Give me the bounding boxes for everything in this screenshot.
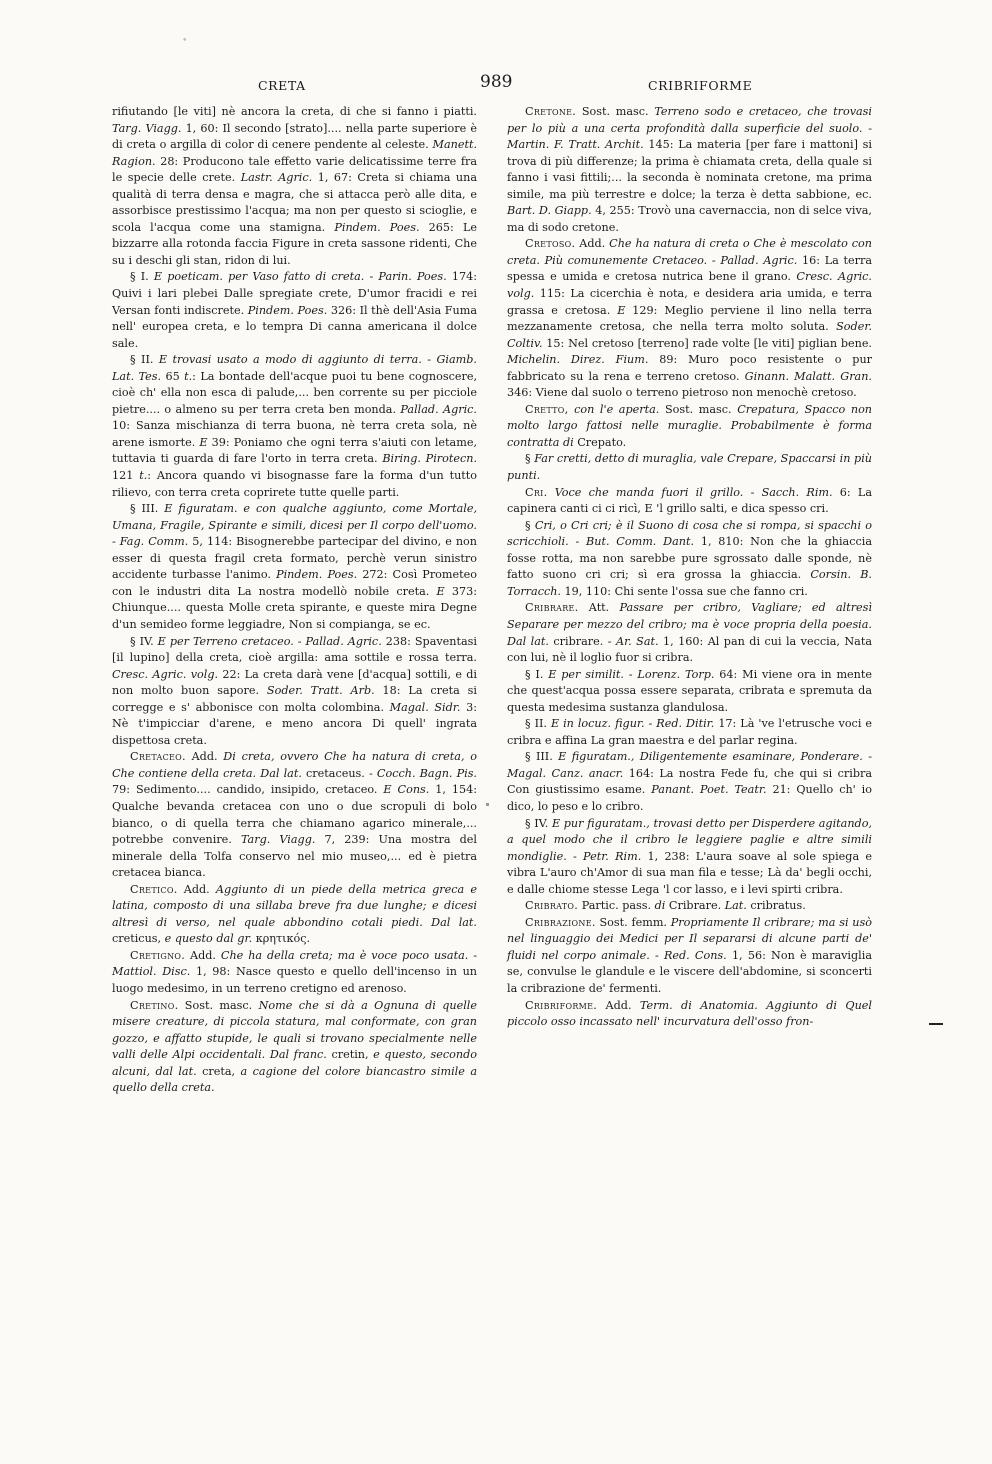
entry-text-run: Add. <box>177 882 216 896</box>
entry-text-run: Bart. D. Giapp. <box>507 204 592 218</box>
entry-text-run: Cretigno. <box>130 948 186 962</box>
entry-text-run: Crepato. <box>573 435 627 449</box>
dictionary-entry-paragraph <box>112 948 477 998</box>
entry-text-run: κρητικός. <box>252 932 311 946</box>
entry-text-run: t. <box>139 469 148 483</box>
entry-text-run: Cribrazione. <box>525 915 596 929</box>
entry-text-run: Cribrare. <box>665 899 725 913</box>
entry-text-run: 16: La terra spessa e umida e cretosa nutrica bene il grano. <box>507 253 872 284</box>
entry-text-run: Magal. Sidr. <box>389 700 461 714</box>
page-header <box>108 72 884 96</box>
entry-text-run: 1, 67: Creta si chiama una qualità di terra densa e magra, che si attacca però alle dita, e assorbisce prestissimo l'acqua; ma non per questo si scioglie, e scola l'acqua come una stamigna. <box>112 171 478 234</box>
entry-text-run: Panant. Poet. Teatr. <box>651 783 767 797</box>
dictionary-entry-paragraph <box>507 402 872 452</box>
entry-text-run: 19, 110: Chi sente l'ossa sue che fanno cri. <box>561 584 808 598</box>
entry-text-run: 79: Sedimento.... candido, insipido, cretaceo. <box>112 783 384 797</box>
entry-text-run: § <box>525 518 535 532</box>
dictionary-entry-paragraph <box>507 898 872 915</box>
entry-text-run: cribrare. - <box>548 634 616 648</box>
dictionary-entry-paragraph <box>507 451 872 484</box>
entry-text-run: Che ha natura di creta o Che è mescolato con creta. Più comunemente Cretaceo. - Pallad. Agric. <box>507 237 872 267</box>
entry-text-run: § I. <box>525 667 549 681</box>
entry-text-run: 4, 255: Trovò una cavernaccia, non di selce viva, ma di sodo cretone. <box>507 204 872 234</box>
entry-text-run: Add. <box>597 998 640 1012</box>
entry-text-run: 164: La nostra Fede fu, che qui si cribra Con giustissimo esame. <box>507 766 872 797</box>
entry-text-run: § III. <box>130 502 165 516</box>
entry-text-run: Cretaceo. <box>130 750 186 764</box>
entry-text-run: cretin, <box>326 1048 374 1062</box>
entry-text-run: rifiutando [le viti] nè ancora la creta, di che si fanno i piatti. <box>112 105 477 118</box>
entry-text-run: E pur figuratam., trovasi detto per Disperdere agitando, a quel modo che il cribro le leggiere paglie e altre simili mondiglie. - Petr. Rim. <box>507 816 872 863</box>
entry-text-run: E <box>199 435 208 449</box>
entry-text-run: Cri. <box>525 485 548 499</box>
dictionary-entry-paragraph <box>112 501 477 633</box>
entry-text-run: Cresc. Agric. volg. <box>112 667 219 681</box>
entry-text-run: Manett. Ragion. <box>112 138 477 168</box>
entry-text-run: 1, 810: Non che la ghiaccia fosse rotta, ma non sarebbe pure sgrossato dalle sponde, nè fatto suono cri cri; sì era grossa la ghiaccia. <box>507 535 872 582</box>
entry-text-run: Ar. Sat. <box>615 634 659 648</box>
entry-text-run: 17: Là 've l'etrusche voci e cribra e affina La gran maestra e del parlar regina. <box>507 717 872 747</box>
entry-text-run: 64: Mi viene ora in mente che quest'acqua possa essere separata, cribrata e spremuta da questa medesima sustanza glandulosa. <box>507 667 873 714</box>
entry-text-run: 7, 239: Una mostra del minerale della Tolfa conservo nel mio museo,... ed è pietra cretacea bianca. <box>112 833 477 880</box>
right-column <box>507 104 872 1031</box>
entry-text-run: 65 <box>161 369 185 383</box>
entry-text-run: E poeticam. per Vaso fatto di creta. - Parin. Poes. <box>153 270 447 284</box>
dictionary-entry-paragraph <box>112 352 477 501</box>
entry-text-run: Soder. Tratt. Arb. <box>266 684 375 698</box>
dictionary-entry-paragraph <box>507 485 872 518</box>
entry-text-run: Pindem. Poes. <box>334 220 420 234</box>
header-left-keyword: CRETA <box>258 78 306 93</box>
dictionary-entry-paragraph <box>112 998 477 1097</box>
entry-text-run: 129: Meglio perviene il lino nella terra mezzanamente cretosa, che nella terra molto soluta. <box>507 303 872 334</box>
entry-text-run: Sost. femm. <box>595 915 671 929</box>
entry-text-run: Sost. masc. <box>178 998 259 1012</box>
entry-text-run: 145: La materia [per fare i mattoni] si trova di più differenze; la prima è chiamata creta, della quale si fanno i vasi fittili;... la seconda è nominata cretone, ma prima simile, ma più terrestre e dolce; la terza è detta sabbione, ec. <box>507 138 872 201</box>
entry-text-run: 89: Muro poco resistente o pur fabbricato su la rena e terreno cretoso. <box>507 353 872 383</box>
entry-text-run: 346: Viene dal suolo o terreno pietroso non menochè cretoso. <box>507 386 857 400</box>
dictionary-entry-paragraph <box>507 998 872 1031</box>
dictionary-entry-paragraph <box>507 915 872 998</box>
entry-text-run: § II. <box>525 717 551 731</box>
entry-text-run: Add. <box>575 237 610 251</box>
entry-text-run: 1, 60: Il secondo [strato].... nella parte superiore è di creta o argilla di color di cenere pendente al celeste. <box>112 121 477 152</box>
entry-text-run: E per similit. - Lorenz. Torp. <box>548 667 715 681</box>
entry-text-run: 6: La capinera canti ci ci ricì, E 'l grillo salti, e dica spesso cri. <box>507 485 872 516</box>
entry-text-run: cretaceus. - <box>301 766 377 780</box>
entry-text-run: 272: Così Prometeo con le industri dita La nostra modellò nobile creta. <box>112 568 477 598</box>
entry-text-run: E figuratam. e con qualche aggiunto, come Mortale, Umana, Fragile, Spirante e simili, dicesi per Il corpo dell'uomo. - Fag. Comm. <box>112 502 477 549</box>
entry-text-run: § I. <box>130 270 154 284</box>
entry-text-run: Pindem. Poes. <box>276 568 358 582</box>
entry-text-run: 18: La creta si corregge e s' abbonisce con molta colombina. <box>112 684 477 714</box>
entry-text-run: Aggiunto di un piede della metrica greca e latina, composto di una sillaba breve fra due lunghe; e dicesi altresì di verso, nel quale abbondino cotali piedi. Dal lat. <box>112 882 477 929</box>
entry-text-run: 1, 154: Qualche bevanda cretacea con uno o due scropuli di bolo bianco, o di quella terra che chiamano agarico minerale,... potrebbe convenire. <box>112 783 477 847</box>
entry-text-run: Add. <box>185 750 224 764</box>
entry-text-run: 265: Le bizzarre alla rotonda faccia Figure in creta sassone ridenti, Che su i deschi gli stan, ridon di lui. <box>112 220 477 267</box>
entry-text-run: E <box>436 584 445 598</box>
entry-text-run: 10: Sanza mischianza di terra buona, nè terra creta sola, nè arene ismorte. <box>112 419 477 449</box>
dictionary-entry-paragraph <box>112 269 477 352</box>
dictionary-entry-paragraph <box>507 749 872 815</box>
page-number: 989 <box>480 72 513 92</box>
entry-text-run: Nome che si dà a Ognuna di quelle misere creature, di piccola statura, mal conformate, con gran gozzo, e affatto stupide, le quali si trovano specialmente nelle valli delle Alpi occidentali. Dal franc. <box>112 998 477 1062</box>
entry-text-run: Cri, o Cri cri; è il Suono di cosa che si rompa, si spacchi o scricchioli. - But. Comm. Dant. <box>507 518 872 549</box>
entry-text-run: Term. di Anatomia. Aggiunto di Quel piccolo osso incassato nell' incurvatura dell'osso fron- <box>507 998 872 1029</box>
entry-text-run: 238: Spaventasi [il lupino] della creta, cioè argilla: ama sottile e rossa terra. <box>112 634 477 665</box>
entry-text-run: : La bontade dell'acque puoi tu bene cognoscere, cioè ch' ella non esca di palude,... ben corrente su per picciole pietre.... o almeno su per terra creta ben monda. <box>112 369 478 416</box>
entry-text-run: : Ancora quando vi bisognasse fare la forma d'un tutto rilievo, con terra creta coprirete tutte quelle parti. <box>112 469 478 499</box>
page-smudge-mark: • <box>182 36 188 46</box>
entry-text-run: E in locuz. figur. - Red. Ditir. <box>550 717 715 731</box>
entry-text-run: Biring. Pirotecn. <box>382 452 478 466</box>
entry-text-run: Partic. pass. <box>578 899 655 913</box>
entry-text-run: Soder. Coltiv. <box>507 320 872 350</box>
entry-text-run: § IV. <box>525 816 552 830</box>
dictionary-entry-paragraph <box>507 716 872 749</box>
entry-text-run: Michelin. Direz. Fium. <box>507 353 649 367</box>
margin-dash-mark <box>929 1023 943 1025</box>
entry-text-run: Targ. Viagg. <box>112 121 182 135</box>
entry-text-run: 115: La cicerchia è nota, e desidera aria umida, e terra grassa e cretosa. <box>507 287 872 317</box>
entry-text-run: e questo dal gr. <box>164 932 253 946</box>
entry-text-run: Lastr. Agric. <box>240 171 313 185</box>
entry-text-run: Passare per cribro, Vagliare; ed altresì Separare per mezzo del cribro; ma è voce propria della poesia. Dal lat. <box>507 601 872 648</box>
entry-text-run: Voce che manda fuori il grillo. - Sacch. Rim. <box>554 485 833 499</box>
dictionary-entry-paragraph <box>507 667 872 717</box>
entry-text-run: Crepatura, Spacco non molto largo fattosi nelle muraglie. Probabilmente è forma contratta di <box>507 402 873 449</box>
entry-text-run: 21: Quello ch' io dico, lo peso e lo cribro. <box>507 783 872 813</box>
dictionary-entry-paragraph <box>112 634 477 750</box>
entry-text-run: 174: Quivi i lari plebei Dalle spregiate crete, D'umor fracidi e rei Versan fonti indiscrete. <box>112 270 477 317</box>
entry-text-run: Cretone. <box>525 105 577 118</box>
entry-text-run: Di creta, ovvero Che ha natura di creta, o Che contiene della creta. Dal lat. <box>112 750 477 780</box>
entry-text-run: 326: Il thè dell'Asia Fuma nell' europea creta, e lo tempra Di canna americana il dolce sale. <box>112 303 477 350</box>
entry-text-run: 22: La creta darà vene [d'acqua] sottili, e di non molto buon sapore. <box>112 667 478 698</box>
entry-text-run: § <box>525 452 535 466</box>
entry-text-run: E trovasi usato a modo di aggiunto di terra. - Giamb. Lat. Tes. <box>112 353 477 383</box>
dictionary-entry-paragraph <box>507 236 872 401</box>
entry-text-run: 373: Chiunque.... questa Molle creta spirante, e queste mira Degne d'un semideo forme leggiadre, Non si compianga, se ec. <box>112 584 477 631</box>
entry-text-run: di <box>654 899 666 913</box>
entry-text-run: § II. <box>130 353 159 367</box>
dictionary-entry-paragraph <box>112 749 477 881</box>
entry-text-run: Cretino. <box>130 998 179 1012</box>
entry-text-run: creta, <box>196 1064 241 1078</box>
entry-text-run: 1, 56: Non è maraviglia se, convulse le glandule e le viscere dell'abdomine, si sconcerti la cribrazione de' fermenti. <box>507 948 872 995</box>
entry-text-run: Corsin. B. Torracch. <box>507 568 872 598</box>
entry-text-run: Att. <box>578 601 620 615</box>
entry-text-run: Cresc. Agric. volg. <box>507 270 872 301</box>
dictionary-entry-paragraph <box>507 816 872 899</box>
entry-text-run: e questo, secondo alcuni, dal lat. <box>112 1048 478 1078</box>
entry-text-run: Targ. Viagg. <box>240 833 316 847</box>
entry-text-run: 28: Producono tale effetto varie delicatissime terre fra le specie delle crete. <box>112 154 477 185</box>
dictionary-entry-paragraph <box>507 104 872 236</box>
entry-text-run: Far cretti, detto di muraglia, vale Crepare, Spaccarsi in più punti. <box>507 452 872 483</box>
entry-text-run: Pindem. Poes. <box>247 303 328 317</box>
entry-text-run: E per Terreno cretaceo. - Pallad. Agric. <box>157 634 382 648</box>
entry-text-run: Propriamente Il cribrare; ma si usò nel linguaggio dei Medici per Il separarsi di alcune parti de' fluidi nel corpo animale. - Red. Cons. <box>507 915 872 962</box>
entry-text-run: E <box>617 303 626 317</box>
entry-text-run: Sost. masc. <box>659 402 738 416</box>
entry-text-run: Add. <box>185 948 221 962</box>
entry-text-run: Cribrare. <box>525 601 579 615</box>
dictionary-entry-paragraph <box>112 104 477 269</box>
entry-text-run: Terreno sodo e cretaceo, che trovasi per lo più a una certa profondità dalla superficie del suolo. - Martin. F. Tratt. Archit. <box>507 105 872 152</box>
entry-text-run: 1, 98: Nasce questo e quello dell'incenso in un luogo medesimo, in un terreno cretigno ed arenoso. <box>112 965 477 995</box>
entry-text-run: 5, 114: Bisognerebbe partecipar del divino, e non esser di questa fragil creta formato, perchè verun sinistro accidente turbasse l'animo. <box>112 535 477 582</box>
entry-text-run: Cretico. <box>130 882 178 896</box>
left-column <box>112 104 477 1097</box>
entry-text-run: E Cons. <box>383 783 430 797</box>
entry-text-run: 1, 160: Al pan di cui la veccia, Nata con lui, nè il loglio fuor si cribra. <box>507 634 872 665</box>
entry-text-run: 15: Nel cretoso [terreno] rade volte [le viti] piglian bene. <box>542 336 872 350</box>
entry-text-run: E figuratam., Diligentemente esaminare, Ponderare. - Magal. Canz. anacr. <box>507 750 872 780</box>
dictionary-entry-paragraph <box>112 882 477 948</box>
entry-text-run: 39: Poniamo che ogni terra s'aiuti con letame, tuttavia ti guarda di fare l'orto in terra creta. <box>112 435 477 466</box>
entry-text-run: Sost. masc. <box>576 105 655 118</box>
entry-text-run: creticus, <box>112 932 165 946</box>
entry-text-run: Che ha della creta; ma è voce poco usata. - Mattiol. Disc. <box>112 948 477 979</box>
margin-dot-mark <box>486 803 489 806</box>
entry-text-run: t. <box>184 369 193 383</box>
entry-text-run <box>548 486 555 499</box>
entry-text-run: § IV. <box>130 634 158 648</box>
entry-text-run: Cribriforme. <box>525 998 598 1012</box>
entry-text-run: 121 <box>112 469 140 483</box>
entry-text-run: § III. <box>525 750 559 764</box>
entry-text-run: a cagione del colore biancastro simile a quello della creta. <box>112 1064 477 1095</box>
entry-text-run: Cribrato. <box>525 899 579 913</box>
entry-text-run: Cretoso. <box>525 237 576 251</box>
dictionary-entry-paragraph <box>507 600 872 666</box>
entry-text-run: cribratus. <box>746 899 806 913</box>
entry-text-run: Cocch. Bagn. Pis. <box>376 766 477 780</box>
dictionary-entry-paragraph <box>507 518 872 601</box>
entry-text-run: Pallad. Agric. <box>400 402 477 416</box>
entry-text-run: Ginann. Malatt. Gran. <box>744 369 872 383</box>
entry-text-run: Lat. <box>724 899 747 913</box>
header-right-keyword: CRIBRIFORME <box>648 78 753 93</box>
entry-text-run: 3: Nè t'impicciar d'arene, e meno ancora Di quell' ingrata dispettosa creta. <box>112 700 477 747</box>
entry-text-run: con l'e aperta. <box>574 402 660 416</box>
entry-text-run: Cretto, <box>525 402 569 416</box>
entry-text-run: 1, 238: L'aura soave al sole spiega e vibra L'auro ch'Amor di sua man fila e tesse; Là da' begli occhi, e dalle chiome stesse Lega 'l cor lasso, e i levi spirti cribra. <box>507 849 872 896</box>
